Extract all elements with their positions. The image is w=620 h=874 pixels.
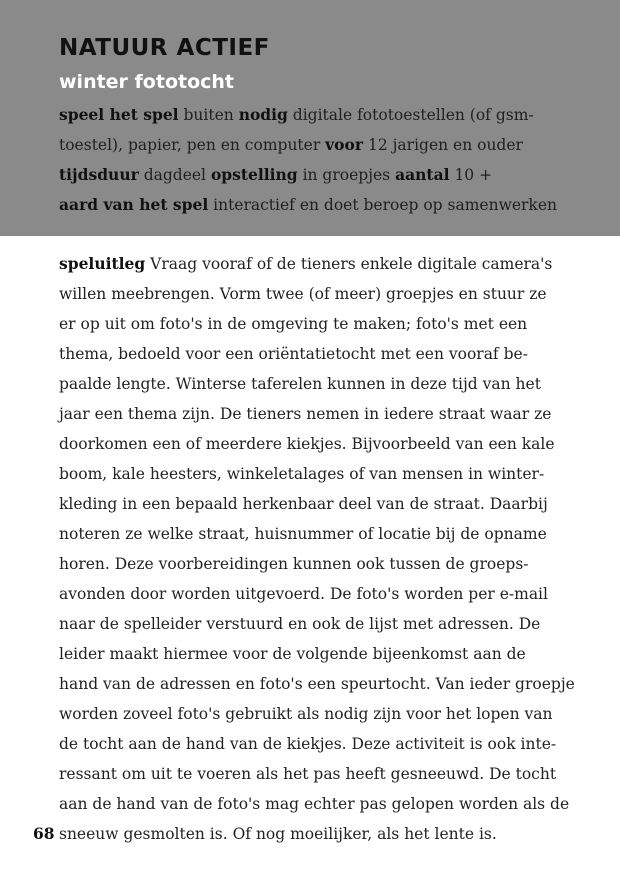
info-line-4 xyxy=(59,190,559,220)
body-line: aan de hand van de foto's mag echter pas gelopen worden als de xyxy=(59,795,570,813)
body-line: noteren ze welke straat, huisnummer of locatie bij de opname xyxy=(59,525,547,543)
body-line: naar de spelleider verstuurd en ook de lijst met adressen. De xyxy=(59,615,541,633)
body-line: boom, kale heesters, winkeletalages of van mensen in winter- xyxy=(59,465,545,483)
body-line: de tocht aan de hand van de kiekjes. Deze activiteit is ook inte- xyxy=(59,735,557,753)
page-number: 68 xyxy=(33,824,55,843)
info-value: toestel), papier, pen en computer xyxy=(59,136,326,154)
header-band xyxy=(0,0,620,236)
info-label: aantal xyxy=(395,165,450,184)
page-title: NATUUR ACTIEF xyxy=(59,35,270,61)
info-line-2 xyxy=(59,130,559,160)
info-value: digitale fototoestellen (of gsm- xyxy=(287,106,534,124)
game-subtitle: winter fototocht xyxy=(59,71,235,93)
body-line: er op uit om foto's in de omgeving te maken; foto's met een xyxy=(59,315,528,333)
body-line: leider maakt hiermee voor de volgende bijeenkomst aan de xyxy=(59,645,526,663)
info-value: 12 jarigen en ouder xyxy=(363,136,523,154)
info-value: in groepjes xyxy=(297,166,396,184)
body-line: ressant om uit te voeren als het pas heeft gesneeuwd. De tocht xyxy=(59,765,557,783)
info-value: 10 + xyxy=(449,166,493,184)
info-value: interactief en doet beroep op samenwerken xyxy=(208,196,557,214)
body-line: kleding in een bepaald herkenbaar deel van de straat. Daarbij xyxy=(59,495,548,513)
body-line: paalde lengte. Winterse taferelen kunnen in deze tijd van het xyxy=(59,375,541,393)
body-line: thema, bedoeld voor een oriëntatietocht met een vooraf be- xyxy=(59,345,528,363)
info-label: tijdsduur xyxy=(59,165,139,184)
info-label: aard van het spel xyxy=(59,195,209,214)
info-label: speel het spel xyxy=(59,105,179,124)
body-line: avonden door worden uitgevoerd. De foto's worden per e-mail xyxy=(59,585,548,603)
info-label: opstelling xyxy=(210,165,298,184)
info-value: dagdeel xyxy=(138,166,211,184)
speluitleg-label: speluitleg xyxy=(59,254,146,273)
body-line: jaar een thema zijn. De tieners nemen in iedere straat waar ze xyxy=(59,405,552,423)
info-label: nodig xyxy=(238,105,288,124)
body-line: speluitleg Vraag vooraf of de tieners enkele digitale camera's xyxy=(59,254,553,273)
body-line: sneeuw gesmolten is. Of nog moeilijker, als het lente is. xyxy=(59,825,497,843)
game-description xyxy=(59,249,575,849)
info-value: buiten xyxy=(178,106,239,124)
body-line: willen meebrengen. Vorm twee (of meer) groepjes en stuur ze xyxy=(59,285,547,303)
body-line: horen. Deze voorbereidingen kunnen ook tussen de groeps- xyxy=(59,555,529,573)
info-label: voor xyxy=(325,135,364,154)
game-info-block xyxy=(59,100,559,220)
info-line-1 xyxy=(59,100,559,130)
body-line: worden zoveel foto's gebruikt als nodig zijn voor het lopen van xyxy=(59,705,553,723)
body-line: hand van de adressen en foto's een speurtocht. Van ieder groepje xyxy=(59,675,575,693)
info-line-3 xyxy=(59,160,559,190)
body-line: doorkomen een of meerdere kiekjes. Bijvoorbeeld van een kale xyxy=(59,435,555,453)
